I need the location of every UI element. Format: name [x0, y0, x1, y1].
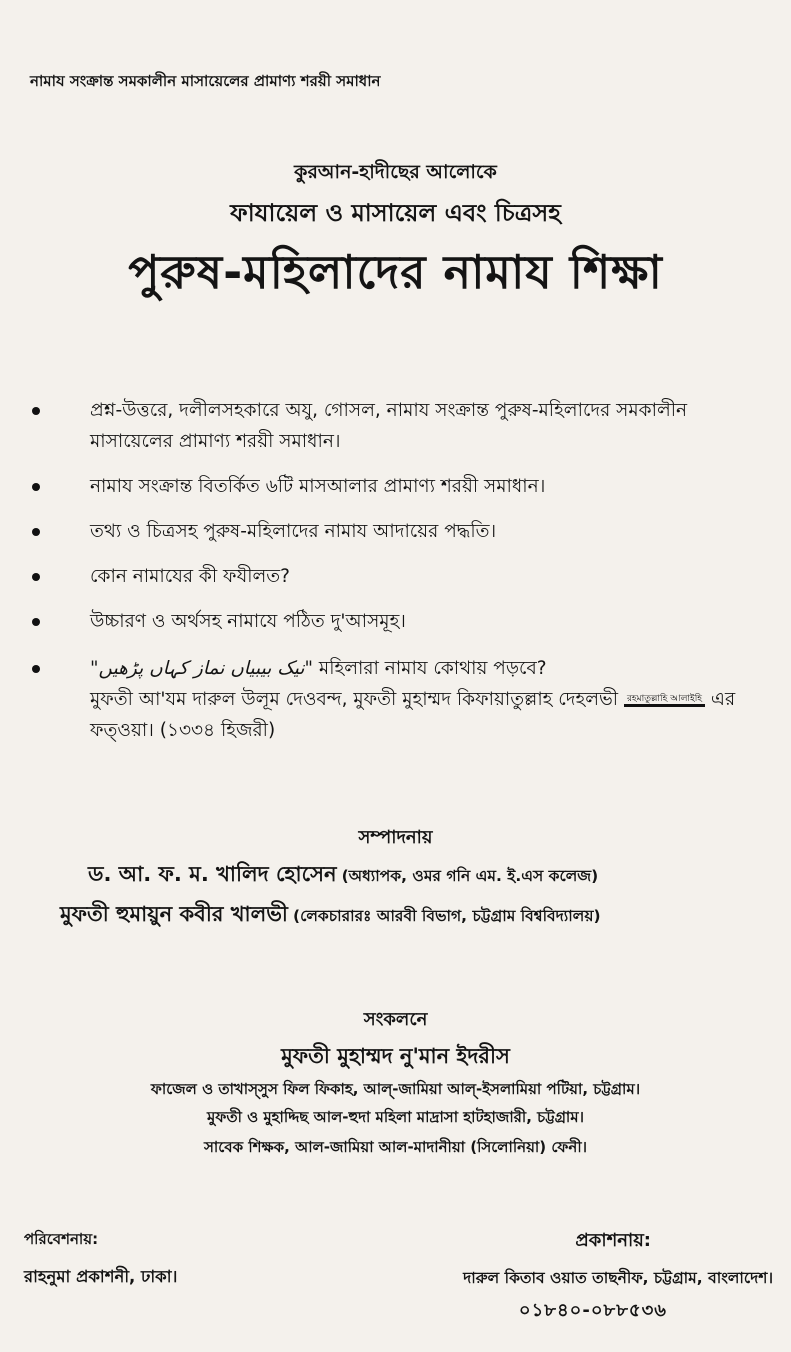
compiler-label: সংকলনে	[363, 1009, 428, 1030]
bullet-icon	[32, 528, 40, 536]
fatwa-source: এর ফত্ওয়া। (১৩৩৪ হিজরী)	[90, 689, 736, 741]
salutation-calligraphy: রহমাতুল্লাহি আলাইহি	[624, 694, 705, 707]
feature-item	[28, 606, 773, 637]
fatwa-author: মুফতী আ'যম দারুল উলূম দেওবন্দ, মুফতী মুহাম্মদ কিফায়াতুল্লাহ দেহলভী	[90, 689, 619, 710]
bullet-icon	[32, 407, 40, 415]
pre-title: কুরআন-হাদীছের আলোকে	[294, 161, 497, 183]
feature-text: প্রশ্ন-উত্তরে, দলীলসহকারে অযু, গোসল, নামায সংক্রান্ত পুরুষ-মহিলাদের সমকালীন মাসায়েলের প্রামাণ্য শরয়ী সমাধান।	[90, 400, 688, 452]
bullet-icon	[32, 618, 40, 626]
feature-text: কোন নামাযের কী ফযীলত?	[90, 566, 290, 587]
feature-item	[28, 395, 773, 457]
editor-name: মুফতী হুমায়ুন কবীর খালভী	[60, 902, 288, 926]
editor-entry	[60, 898, 601, 933]
fatwa-item	[28, 653, 773, 746]
fatwa-question: মহিলারা নামায কোথায় পড়বে?	[318, 658, 547, 679]
feature-text: তথ্য ও চিত্রসহ পুরুষ-মহিলাদের নামায আদায়ের পদ্ধতি।	[90, 521, 497, 542]
distributor-name: রাহনুমা প্রকাশনী, ঢাকা।	[24, 1267, 178, 1286]
publisher-name: দারুল কিতাব ওয়াত তাছনীফ, চট্টগ্রাম, বাংলাদেশ।	[463, 1269, 773, 1287]
feature-text: নামায সংক্রান্ত বিতর্কিত ৬টি মাসআলার প্রামাণ্য শরয়ী সমাধান।	[90, 476, 546, 497]
feature-item	[28, 516, 773, 547]
compiler-credential: মুফতী ও মুহাদ্দিছ আল-হুদা মহিলা মাদ্রাসা হাটহাজারী, চট্টগ্রাম।	[207, 1108, 584, 1126]
editor-entry	[88, 858, 598, 893]
bullet-icon	[32, 573, 40, 581]
editor-role: (লেকচারারঃ আরবী বিভাগ, চট্টগ্রাম বিশ্ববিদ্যালয়)	[293, 907, 601, 925]
compiler-credential: ফাজেল ও তাখাস্সুস ফিল ফিকাহ, আল্-জামিয়া আল্-ইসলামিয়া পটিয়া, চট্টগ্রাম।	[150, 1080, 641, 1098]
sub-title: ফাযায়েল ও মাসায়েল এবং চিত্রসহ	[230, 199, 561, 227]
feature-list	[28, 395, 773, 760]
editor-role: (অধ্যাপক, ওমর গনি এম. ই.এস কলেজ)	[341, 867, 599, 885]
urdu-quote: "نیک بیبیاں نماز کہاں پڑھیں"	[90, 658, 314, 679]
editors-label: সম্পাদনায়	[358, 827, 433, 848]
feature-text: উচ্চারণ ও অর্থসহ নামাযে পঠিত দু'আসমূহ।	[90, 611, 406, 632]
feature-item	[28, 471, 773, 502]
book-title: পুরুষ-মহিলাদের নামায শিক্ষা	[128, 245, 663, 299]
bullet-icon	[32, 483, 40, 491]
running-header: নামায সংক্রান্ত সমকালীন মাসায়েলের প্রামাণ্য শরয়ী সমাধান	[30, 72, 381, 90]
distribution-label: পরিবেশনায়:	[24, 1230, 99, 1248]
compiler-name: মুফতী মুহাম্মদ নু'মান ইদরীস	[281, 1044, 510, 1068]
bullet-icon	[32, 665, 40, 673]
editor-name: ড. আ. ফ. ম. খালিদ হোসেন	[88, 862, 337, 886]
publisher-phone: ০১৮৪০-০৮৮৫৩৬	[518, 1300, 667, 1321]
feature-item	[28, 561, 773, 592]
publisher-label: প্রকাশনায়:	[575, 1230, 651, 1251]
compiler-credential: সাবেক শিক্ষক, আল-জামিয়া আল-মাদানীয়া (সিলোনিয়া) ফেনী।	[203, 1138, 587, 1156]
